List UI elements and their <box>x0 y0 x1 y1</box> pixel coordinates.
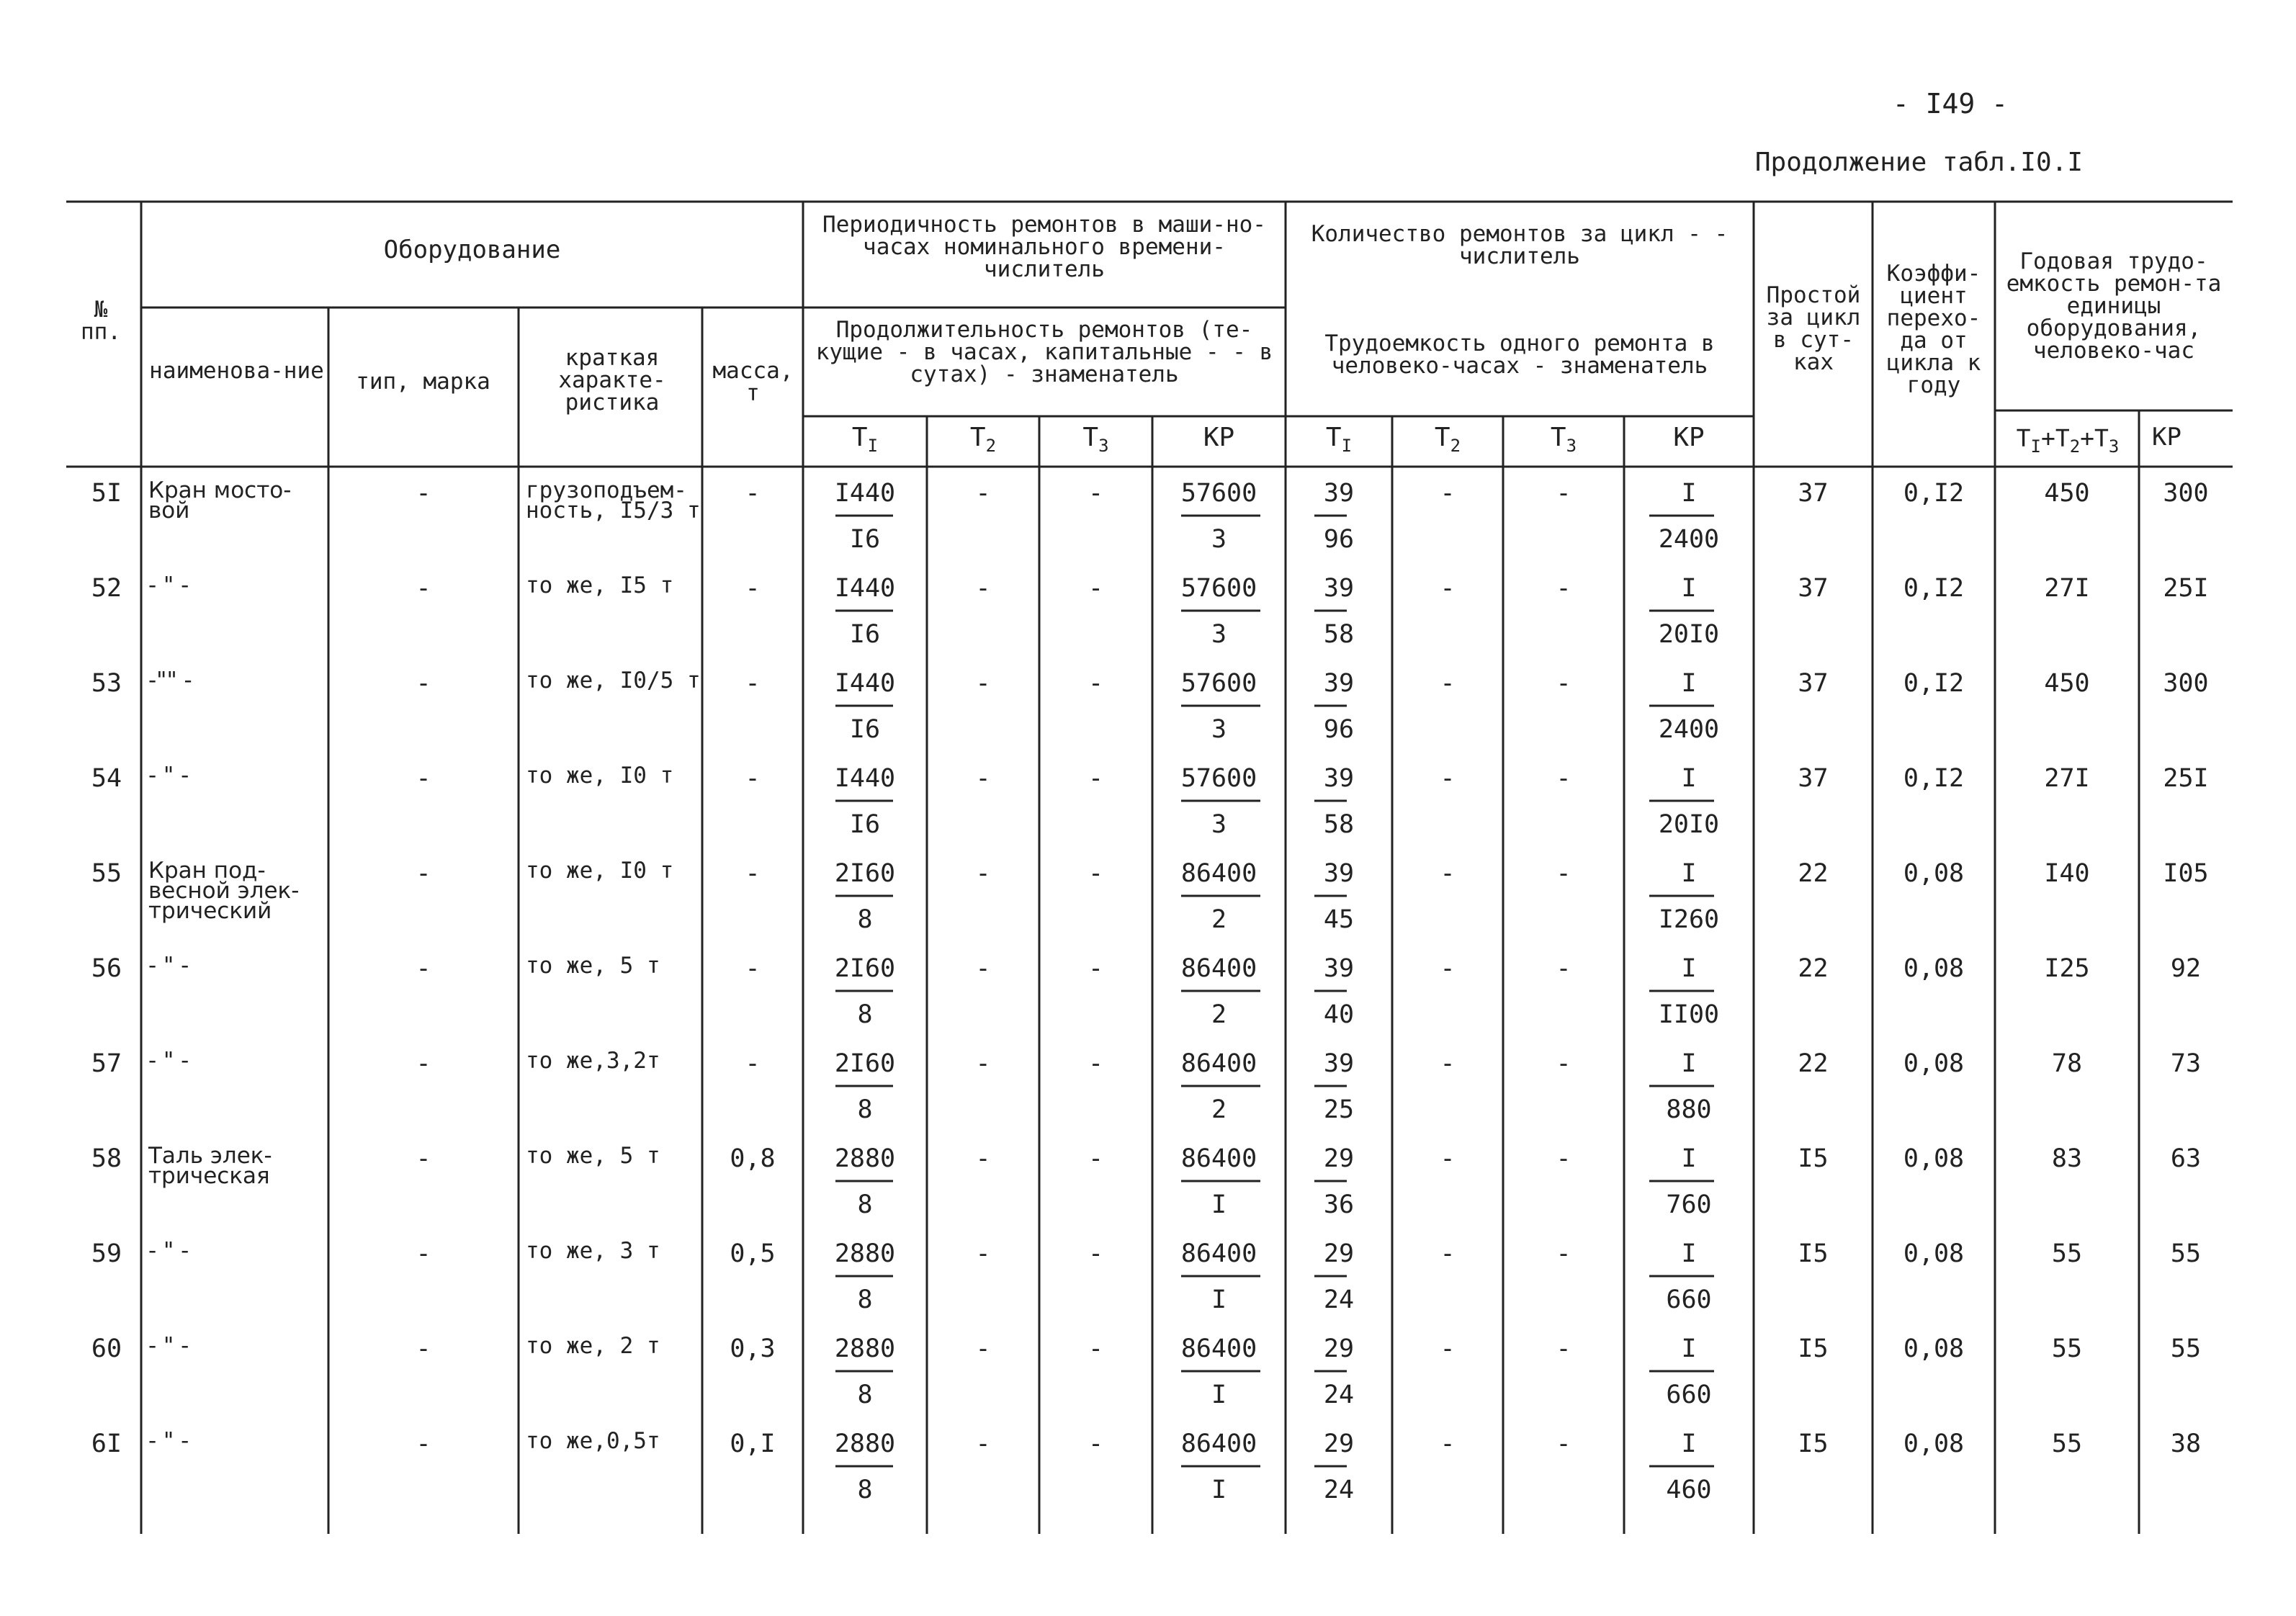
cell-t3: - <box>1088 1049 1104 1078</box>
cell-brief: то же,3,2т <box>526 1048 660 1074</box>
header-duration: Продолжительность ремонтов (те-кущие - в часах, капитальные - - в сутах) - знаменатель <box>815 317 1273 387</box>
cell-c3: - <box>1556 954 1571 983</box>
cell-t2: - <box>975 1144 991 1173</box>
cell-type: - <box>416 669 431 698</box>
cell-t1-numerator: 2880 <box>834 1239 896 1268</box>
cell-t3: - <box>1088 1239 1104 1268</box>
page-number: - I49 - <box>1892 88 2008 120</box>
cell-c1-denominator: 96 <box>1323 525 1355 554</box>
cell-c3: - <box>1556 1239 1571 1268</box>
cell-type: - <box>416 1144 431 1173</box>
cell-c3: - <box>1556 764 1571 793</box>
header-c1: $T_I$ <box>1325 423 1353 456</box>
cell-no: 59 <box>91 1239 122 1268</box>
cell-no: 60 <box>91 1334 122 1363</box>
cell-t3: - <box>1088 1144 1104 1173</box>
cell-c1-numerator: 29 <box>1323 1144 1355 1173</box>
cell-coef: 0,08 <box>1903 1239 1965 1268</box>
cell-ckr-numerator: I <box>1681 1049 1697 1078</box>
cell-ckr-numerator: I <box>1681 1239 1697 1268</box>
cell-kr2: 300 <box>2163 669 2209 698</box>
cell-sum: 450 <box>2044 479 2090 508</box>
cell-down: 37 <box>1798 479 1829 508</box>
cell-c1-denominator: 58 <box>1323 810 1355 839</box>
cell-sum: 450 <box>2044 669 2090 698</box>
cell-c1-numerator: 29 <box>1323 1239 1355 1268</box>
header-annual: Годовая трудо-емкость ремон-та единицы оборудования, человеко-час <box>2006 248 2222 364</box>
cell-ckr-denominator: 20I0 <box>1658 810 1720 839</box>
cell-t2: - <box>975 954 991 983</box>
cell-ckr-denominator: 880 <box>1666 1095 1712 1124</box>
cell-no: 55 <box>91 859 122 888</box>
cell-c3: - <box>1556 1334 1571 1363</box>
header-kr: КР <box>1203 423 1235 452</box>
cell-mass: - <box>745 574 761 603</box>
cell-t3: - <box>1088 1334 1104 1363</box>
header-name: наименова-ние <box>149 358 324 384</box>
cell-c2: - <box>1440 574 1456 603</box>
cell-kr-numerator: 57600 <box>1180 574 1257 603</box>
cell-c3: - <box>1556 1429 1571 1458</box>
cell-c2: - <box>1440 1049 1456 1078</box>
cell-ckr-denominator: 2400 <box>1658 525 1720 554</box>
cell-no: 6I <box>91 1429 122 1458</box>
cell-down: 22 <box>1798 1049 1829 1078</box>
cell-ckr-denominator: II00 <box>1658 1000 1720 1029</box>
cell-t2: - <box>975 479 991 508</box>
cell-coef: 0,08 <box>1903 859 1965 888</box>
cell-kr-numerator: 86400 <box>1180 1334 1257 1363</box>
cell-t1-numerator: I440 <box>834 669 896 698</box>
header-labor: Трудоемкость одного ремонта в человеко-часах - знаменатель <box>1324 331 1715 379</box>
cell-kr-denominator: I <box>1211 1285 1227 1314</box>
cell-kr-numerator: 86400 <box>1180 1239 1257 1268</box>
cell-t1-numerator: 2880 <box>834 1334 896 1363</box>
cell-down: I5 <box>1798 1334 1829 1363</box>
cell-c2: - <box>1440 954 1456 983</box>
cell-c2: - <box>1440 859 1456 888</box>
cell-ckr-denominator: 20I0 <box>1658 620 1720 649</box>
cell-c1-denominator: 58 <box>1323 620 1355 649</box>
cell-mass: - <box>745 954 761 983</box>
cell-t1-numerator: I440 <box>834 574 896 603</box>
cell-kr-denominator: 2 <box>1211 1000 1227 1029</box>
cell-kr2: 38 <box>2170 1429 2202 1458</box>
cell-kr2: I05 <box>2163 859 2209 888</box>
header-mass: масса, т <box>712 358 794 406</box>
cell-t2: - <box>975 669 991 698</box>
cell-name: - " - <box>148 1238 189 1264</box>
cell-kr2: 92 <box>2170 954 2202 983</box>
cell-ckr-denominator: 660 <box>1666 1285 1712 1314</box>
cell-name: Кран под-весной элек-трический <box>148 858 300 924</box>
cell-t1-denominator: 8 <box>857 1095 873 1124</box>
cell-kr2: 63 <box>2170 1144 2202 1173</box>
table-continuation-title: Продолжение табл.I0.I <box>1754 148 2083 177</box>
cell-t1-denominator: I6 <box>849 525 881 554</box>
cell-coef: 0,I2 <box>1903 764 1965 793</box>
cell-sum: 83 <box>2051 1144 2083 1173</box>
cell-kr-denominator: I <box>1211 1190 1227 1219</box>
cell-c1-denominator: 45 <box>1323 905 1355 934</box>
header-periodicity: Периодичность ремонтов в маши-но-часах номинального времени-числитель <box>822 212 1266 282</box>
cell-kr-numerator: 86400 <box>1180 859 1257 888</box>
cell-kr-numerator: 57600 <box>1180 764 1257 793</box>
cell-coef: 0,08 <box>1903 1144 1965 1173</box>
cell-c3: - <box>1556 574 1571 603</box>
cell-t3: - <box>1088 954 1104 983</box>
cell-c3: - <box>1556 859 1571 888</box>
cell-c2: - <box>1440 764 1456 793</box>
cell-brief: то же, I5 т <box>526 573 674 598</box>
cell-mass: 0,8 <box>730 1144 776 1173</box>
cell-ckr-denominator: 760 <box>1666 1190 1712 1219</box>
cell-brief: то же, I0 т <box>526 763 674 789</box>
cell-t2: - <box>975 859 991 888</box>
cell-coef: 0,I2 <box>1903 479 1965 508</box>
cell-c3: - <box>1556 1049 1571 1078</box>
cell-brief: то же, 2 т <box>526 1333 660 1359</box>
cell-kr-denominator: 3 <box>1211 620 1227 649</box>
cell-brief: грузоподъем-ность, I5/3 т <box>526 477 701 524</box>
cell-brief: то же, 3 т <box>526 1238 660 1264</box>
cell-ckr-denominator: 2400 <box>1658 715 1720 744</box>
cell-t1-numerator: 2I60 <box>834 859 896 888</box>
cell-name: - " - <box>148 573 189 598</box>
cell-name: -"" - <box>148 668 192 693</box>
cell-kr-denominator: 2 <box>1211 905 1227 934</box>
cell-t1-numerator: I440 <box>834 764 896 793</box>
cell-kr2: 73 <box>2170 1049 2202 1078</box>
cell-down: I5 <box>1798 1239 1829 1268</box>
cell-name: - " - <box>148 1048 189 1074</box>
header-t3: $T_3$ <box>1082 423 1109 456</box>
cell-t3: - <box>1088 669 1104 698</box>
cell-kr-denominator: I <box>1211 1381 1227 1409</box>
cell-name: Таль элек-трическая <box>148 1143 272 1189</box>
cell-no: 58 <box>91 1144 122 1173</box>
cell-c1-numerator: 39 <box>1323 859 1355 888</box>
cell-t1-numerator: 2880 <box>834 1144 896 1173</box>
cell-no: 54 <box>91 764 122 793</box>
header-count: Количество ремонтов за цикл - - числитель <box>1311 221 1728 269</box>
cell-down: 37 <box>1798 669 1829 698</box>
cell-no: 56 <box>91 954 122 983</box>
header-equipment: Оборудование <box>383 235 561 264</box>
cell-ckr-numerator: I <box>1681 954 1697 983</box>
cell-down: I5 <box>1798 1429 1829 1458</box>
header-ckr: КР <box>1673 423 1705 452</box>
cell-kr2: 25I <box>2163 574 2209 603</box>
cell-coef: 0,08 <box>1903 1429 1965 1458</box>
header-c3: $T_3$ <box>1550 423 1577 456</box>
cell-brief: то же,0,5т <box>526 1428 660 1454</box>
cell-kr2: 55 <box>2170 1239 2202 1268</box>
cell-type: - <box>416 1429 431 1458</box>
cell-mass: - <box>745 479 761 508</box>
cell-c1-denominator: 36 <box>1323 1190 1355 1219</box>
cell-t2: - <box>975 1049 991 1078</box>
header-brief: краткая характе-ристика <box>558 345 666 416</box>
cell-ckr-numerator: I <box>1681 859 1697 888</box>
cell-t1-denominator: I6 <box>849 810 881 839</box>
cell-c2: - <box>1440 669 1456 698</box>
cell-t1-denominator: 8 <box>857 1285 873 1314</box>
cell-kr-numerator: 86400 <box>1180 1144 1257 1173</box>
cell-kr-denominator: I <box>1211 1476 1227 1504</box>
cell-kr-numerator: 57600 <box>1180 669 1257 698</box>
cell-t2: - <box>975 1334 991 1363</box>
cell-down: I5 <box>1798 1144 1829 1173</box>
cell-c1-numerator: 39 <box>1323 954 1355 983</box>
cell-coef: 0,08 <box>1903 1334 1965 1363</box>
cell-c2: - <box>1440 1144 1456 1173</box>
cell-t1-denominator: 8 <box>857 905 873 934</box>
cell-type: - <box>416 859 431 888</box>
cell-t1-numerator: 2I60 <box>834 1049 896 1078</box>
header-type: тип, марка <box>356 369 490 395</box>
cell-t1-numerator: I440 <box>834 479 896 508</box>
cell-t1-denominator: 8 <box>857 1000 873 1029</box>
header-downtime: Простой за цикл в сут-ках <box>1766 282 1861 375</box>
cell-c1-denominator: 24 <box>1323 1285 1355 1314</box>
cell-ckr-numerator: I <box>1681 669 1697 698</box>
cell-down: 37 <box>1798 574 1829 603</box>
cell-sum: 27I <box>2044 574 2090 603</box>
cell-type: - <box>416 764 431 793</box>
cell-sum: 78 <box>2051 1049 2083 1078</box>
cell-c1-denominator: 40 <box>1323 1000 1355 1029</box>
cell-mass: 0,3 <box>730 1334 776 1363</box>
cell-name: Кран мосто-вой <box>148 477 292 524</box>
cell-sum: I40 <box>2044 859 2090 888</box>
cell-t2: - <box>975 764 991 793</box>
cell-no: 53 <box>91 669 122 698</box>
cell-c1-numerator: 39 <box>1323 1049 1355 1078</box>
cell-t3: - <box>1088 479 1104 508</box>
cell-name: - " - <box>148 763 189 789</box>
cell-c2: - <box>1440 1239 1456 1268</box>
cell-mass: - <box>745 859 761 888</box>
cell-brief: то же, I0 т <box>526 858 674 884</box>
cell-c1-numerator: 39 <box>1323 669 1355 698</box>
cell-c2: - <box>1440 479 1456 508</box>
cell-c1-denominator: 24 <box>1323 1381 1355 1409</box>
cell-brief: то же, 5 т <box>526 953 660 979</box>
cell-ckr-numerator: I <box>1681 1144 1697 1173</box>
cell-c1-numerator: 39 <box>1323 479 1355 508</box>
cell-mass: - <box>745 1049 761 1078</box>
cell-c1-denominator: 25 <box>1323 1095 1355 1124</box>
cell-t3: - <box>1088 859 1104 888</box>
cell-c2: - <box>1440 1429 1456 1458</box>
cell-mass: 0,I <box>730 1429 776 1458</box>
cell-c1-numerator: 39 <box>1323 574 1355 603</box>
cell-ckr-numerator: I <box>1681 574 1697 603</box>
cell-c3: - <box>1556 1144 1571 1173</box>
cell-type: - <box>416 479 431 508</box>
cell-ckr-numerator: I <box>1681 1429 1697 1458</box>
cell-t2: - <box>975 1239 991 1268</box>
header-num: № пп. <box>81 297 121 345</box>
cell-coef: 0,08 <box>1903 1049 1965 1078</box>
cell-mass: - <box>745 669 761 698</box>
cell-ckr-numerator: I <box>1681 479 1697 508</box>
cell-brief: то же, 5 т <box>526 1143 660 1169</box>
cell-kr-denominator: 3 <box>1211 810 1227 839</box>
cell-kr-denominator: 3 <box>1211 715 1227 744</box>
cell-c3: - <box>1556 669 1571 698</box>
cell-kr-denominator: 2 <box>1211 1095 1227 1124</box>
cell-kr-numerator: 86400 <box>1180 1049 1257 1078</box>
cell-t2: - <box>975 1429 991 1458</box>
cell-no: 5I <box>91 479 122 508</box>
cell-kr-denominator: 3 <box>1211 525 1227 554</box>
cell-sum: I25 <box>2044 954 2090 983</box>
cell-t1-denominator: 8 <box>857 1476 873 1504</box>
cell-t1-numerator: 2I60 <box>834 954 896 983</box>
cell-t1-denominator: 8 <box>857 1190 873 1219</box>
cell-t3: - <box>1088 764 1104 793</box>
cell-type: - <box>416 574 431 603</box>
cell-t2: - <box>975 574 991 603</box>
cell-kr-numerator: 57600 <box>1180 479 1257 508</box>
cell-kr-numerator: 86400 <box>1180 1429 1257 1458</box>
header-t1: $T_I$ <box>851 423 879 456</box>
cell-type: - <box>416 1049 431 1078</box>
cell-coef: 0,I2 <box>1903 669 1965 698</box>
cell-ckr-denominator: 460 <box>1666 1476 1712 1504</box>
cell-type: - <box>416 1239 431 1268</box>
cell-ckr-numerator: I <box>1681 1334 1697 1363</box>
cell-down: 22 <box>1798 954 1829 983</box>
cell-t3: - <box>1088 1429 1104 1458</box>
cell-name: - " - <box>148 1428 189 1454</box>
cell-down: 37 <box>1798 764 1829 793</box>
cell-down: 22 <box>1798 859 1829 888</box>
cell-ckr-numerator: I <box>1681 764 1697 793</box>
cell-t1-denominator: 8 <box>857 1381 873 1409</box>
cell-t1-denominator: I6 <box>849 715 881 744</box>
cell-brief: то же, I0/5 т <box>526 668 701 693</box>
cell-t1-denominator: I6 <box>849 620 881 649</box>
cell-sum: 55 <box>2051 1334 2083 1363</box>
cell-type: - <box>416 954 431 983</box>
cell-ckr-denominator: 660 <box>1666 1381 1712 1409</box>
header-coef: Коэффи-циент перехо-да от цикла к году <box>1886 261 1981 398</box>
cell-sum: 55 <box>2051 1429 2083 1458</box>
cell-mass: 0,5 <box>730 1239 776 1268</box>
cell-c2: - <box>1440 1334 1456 1363</box>
header-c2: $T_2$ <box>1434 423 1461 456</box>
cell-t1-numerator: 2880 <box>834 1429 896 1458</box>
cell-c1-denominator: 24 <box>1323 1476 1355 1504</box>
cell-c1-numerator: 29 <box>1323 1334 1355 1363</box>
cell-name: - " - <box>148 1333 189 1359</box>
cell-coef: 0,08 <box>1903 954 1965 983</box>
cell-no: 52 <box>91 574 122 603</box>
header-t2: $T_2$ <box>969 423 997 456</box>
cell-coef: 0,I2 <box>1903 574 1965 603</box>
cell-kr-numerator: 86400 <box>1180 954 1257 983</box>
cell-kr2: 300 <box>2163 479 2209 508</box>
cell-ckr-denominator: I260 <box>1658 905 1720 934</box>
cell-sum: 55 <box>2051 1239 2083 1268</box>
header-kr2: КР <box>2152 423 2181 452</box>
cell-no: 57 <box>91 1049 122 1078</box>
cell-sum: 27I <box>2044 764 2090 793</box>
cell-kr2: 55 <box>2170 1334 2202 1363</box>
cell-name: - " - <box>148 953 189 979</box>
cell-t3: - <box>1088 574 1104 603</box>
cell-c1-numerator: 39 <box>1323 764 1355 793</box>
cell-type: - <box>416 1334 431 1363</box>
cell-c1-numerator: 29 <box>1323 1429 1355 1458</box>
cell-kr2: 25I <box>2163 764 2209 793</box>
cell-mass: - <box>745 764 761 793</box>
cell-c1-denominator: 96 <box>1323 715 1355 744</box>
header-sum: $T_I+T_2+T_3$ <box>2016 424 2120 457</box>
cell-c3: - <box>1556 479 1571 508</box>
